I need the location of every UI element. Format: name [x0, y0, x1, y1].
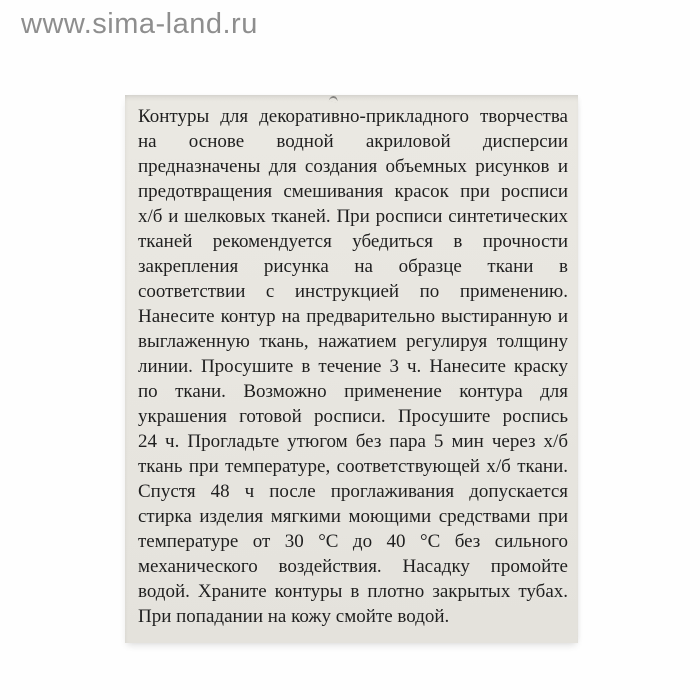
label-text-line: Спустя 48 ч после проглаживания допускается [138, 481, 568, 502]
label-top-artifact [329, 95, 339, 102]
label-text-line: предназначены для создания объемных рисунков и [138, 156, 568, 177]
label-text-line: линии. Просушите в течение 3 ч. Нанесите краску [138, 356, 568, 377]
label-text-line: соответствии с инструкцией по применению. [138, 281, 568, 302]
instruction-label [125, 95, 578, 643]
label-text-line: х/б и шелковых тканей. При росписи синтетических [138, 206, 568, 227]
watermark-sima-land: www.sima-land.ru [21, 8, 258, 40]
label-text-line: ткань при температуре, соответствующей х/б ткани. [138, 456, 568, 477]
label-text-line: При попадании на кожу смойте водой. [138, 606, 450, 627]
instruction-text [138, 104, 568, 629]
label-text-line: 24 ч. Прогладьте утюгом без пара 5 мин через х/б [138, 431, 568, 452]
label-text-line: Нанесите контур на предварительно выстиранную и [138, 306, 568, 327]
label-text-line: тканей рекомендуется убедиться в прочности [138, 231, 568, 252]
label-text-line: выглаженную ткань, нажатием регулируя толщину [138, 331, 568, 352]
label-text-line: температуре от 30 °С до 40 °С без сильного [138, 531, 568, 552]
label-text-line: Контуры для декоративно-прикладного творчества [138, 106, 568, 127]
label-text-line: водой. Храните контуры в плотно закрытых тубах. [138, 581, 568, 602]
label-text-line: механического воздействия. Насадку промойте [138, 556, 568, 577]
label-text-line: на основе водной акриловой дисперсии [138, 131, 568, 152]
label-text-line: стирка изделия мягкими моющими средствами при [138, 506, 568, 527]
label-text-line: предотвращения смешивания красок при росписи [138, 181, 568, 202]
label-text-line: закрепления рисунка на образце ткани в [138, 256, 568, 277]
label-text-line: украшения готовой росписи. Просушите роспись [138, 406, 568, 427]
label-text-line: по ткани. Возможно применение контура для [138, 381, 568, 402]
